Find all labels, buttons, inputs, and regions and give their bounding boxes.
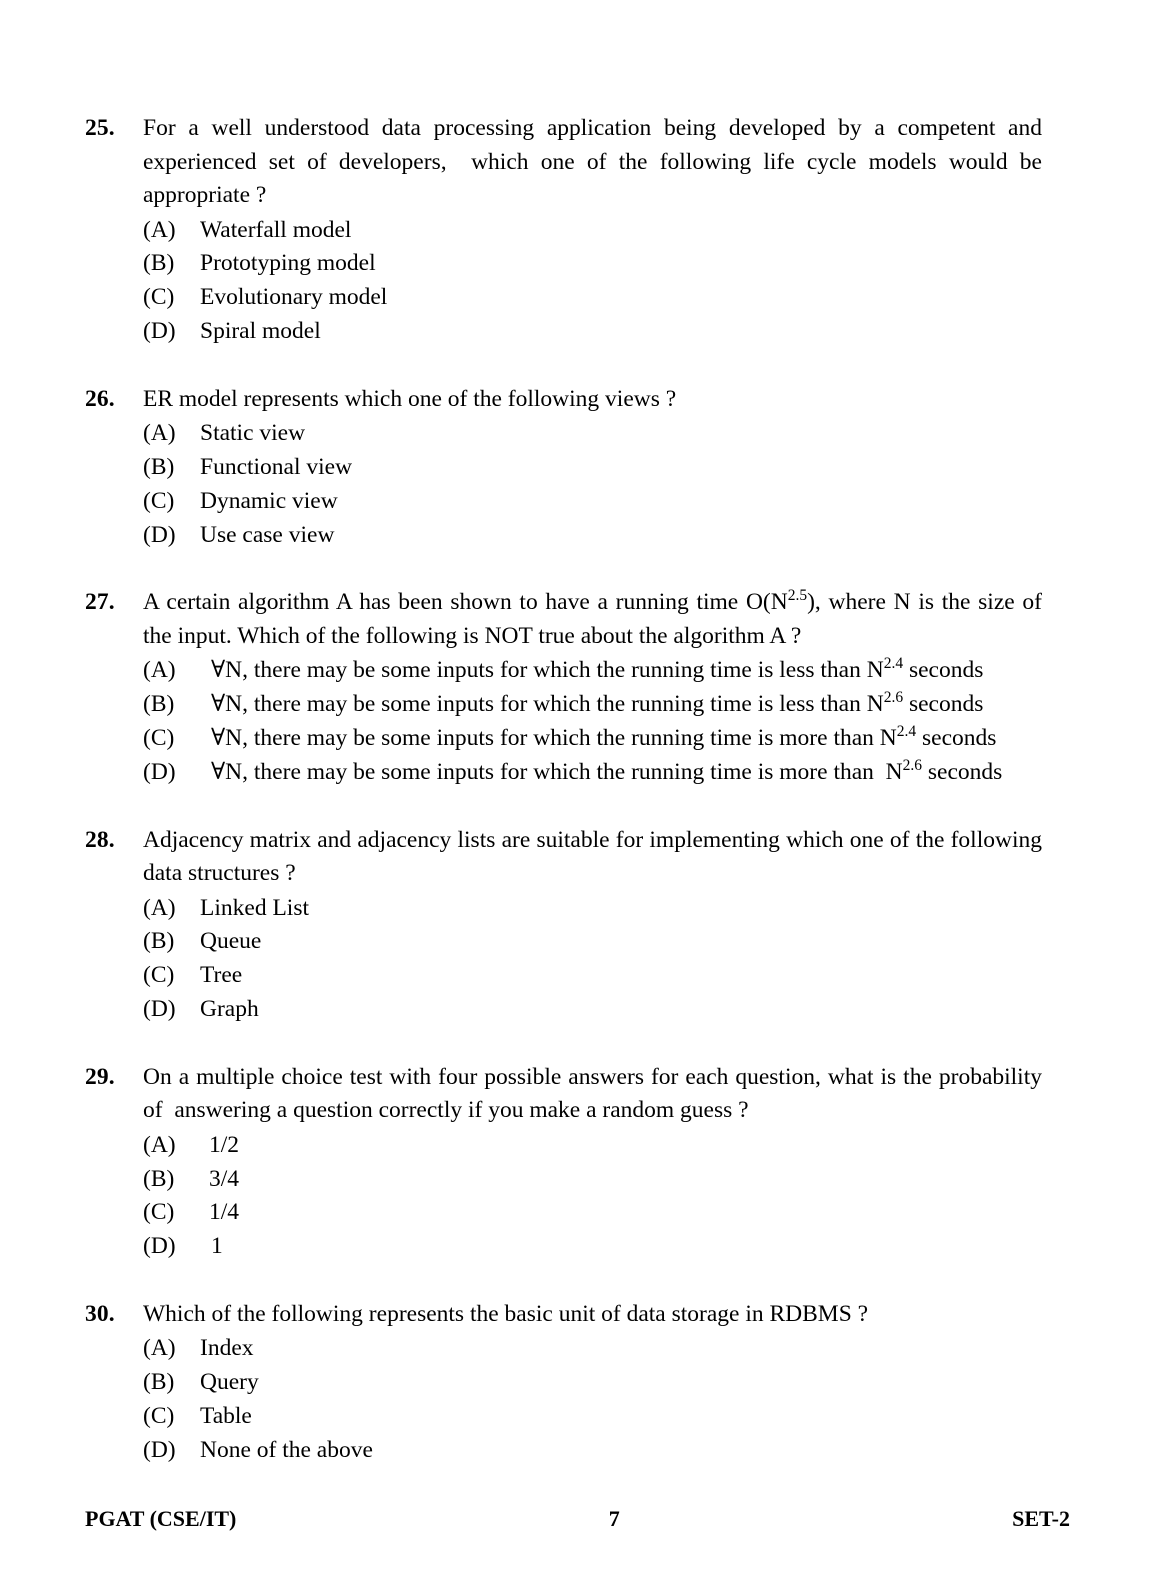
- option-c[interactable]: [85, 959, 1042, 993]
- option-label: (D): [143, 521, 176, 548]
- option-c[interactable]: [85, 1400, 1042, 1434]
- option-c[interactable]: [85, 722, 1042, 756]
- option-a[interactable]: [85, 214, 1042, 248]
- option-text: Use case view: [200, 521, 335, 548]
- option-text: Waterfall model: [200, 216, 352, 243]
- option-label: (B): [143, 928, 175, 955]
- set-label: SET-2: [1012, 1506, 1070, 1531]
- question-number: 27.: [85, 589, 115, 616]
- option-text: Index: [200, 1335, 254, 1362]
- question-heading: [85, 1298, 1042, 1332]
- option-b[interactable]: [85, 247, 1042, 281]
- option-text: Functional view: [200, 453, 353, 480]
- question-heading: [85, 586, 1048, 653]
- option-text: ∀N, there may be some inputs for which the running time is more than $N^{2.6}$ seconds: [211, 756, 1003, 785]
- option-text: Queue: [200, 928, 262, 955]
- option-text: ∀N, there may be some inputs for which the running time is less than $N^{2.6}$ seconds: [211, 689, 984, 718]
- option-label: (B): [143, 691, 175, 718]
- question-heading: [85, 824, 1048, 891]
- option-list: [85, 654, 1042, 789]
- option-label: (A): [143, 1335, 176, 1362]
- question-block-27: [85, 586, 1048, 789]
- question-number: 29.: [85, 1063, 115, 1090]
- question-number: 28.: [85, 826, 115, 853]
- option-label: (D): [143, 758, 176, 785]
- option-label: (B): [143, 1165, 175, 1192]
- option-b[interactable]: [85, 688, 1042, 722]
- option-a[interactable]: [85, 417, 1042, 451]
- option-b[interactable]: [85, 1163, 1042, 1197]
- option-text: 1/2: [209, 1131, 240, 1158]
- page-footer: [85, 1506, 1070, 1532]
- option-d[interactable]: [85, 756, 1042, 790]
- option-text: Prototyping model: [200, 250, 376, 277]
- option-d[interactable]: [85, 1230, 1042, 1264]
- option-b[interactable]: [85, 451, 1042, 485]
- option-text: None of the above: [200, 1436, 373, 1463]
- question-text: Adjacency matrix and adjacency lists are suitable for implementing which one of the following data structures ?: [143, 826, 1048, 887]
- option-text: ∀N, there may be some inputs for which the running time is less than $N^{2.4}$ seconds: [211, 655, 984, 684]
- option-list: [85, 1129, 1042, 1264]
- option-text: 1/4: [209, 1199, 240, 1226]
- question-heading: [85, 1061, 1048, 1128]
- option-label: (B): [143, 1369, 175, 1396]
- option-label: (D): [143, 995, 176, 1022]
- option-text: Spiral model: [200, 317, 321, 344]
- question-block-26: [85, 383, 1042, 553]
- question-block-25: [85, 112, 1048, 349]
- option-label: (A): [143, 420, 176, 447]
- question-block-28: [85, 824, 1048, 1027]
- option-text: 1: [211, 1233, 223, 1260]
- option-label: (A): [143, 216, 176, 243]
- option-a[interactable]: [85, 1129, 1042, 1163]
- option-label: (C): [143, 962, 175, 989]
- option-a[interactable]: [85, 654, 1042, 688]
- question-heading: [85, 383, 1042, 417]
- exam-code-label: PGAT (CSE/IT): [85, 1506, 237, 1531]
- question-text: On a multiple choice test with four possible answers for each question, what is the probability of answering a question correctly if you make a random guess ?: [143, 1063, 1048, 1124]
- question-text: ER model represents which one of the following views ?: [143, 385, 677, 412]
- option-label: (B): [143, 250, 175, 277]
- option-list: [85, 1332, 1042, 1467]
- question-number: 25.: [85, 115, 115, 141]
- option-label: (C): [143, 724, 175, 751]
- question-text: A certain algorithm A has been shown to have a running time $O(N^{2.5})$, where N is the size of the input. Which of the following is NOT true about the algorithm A ?: [143, 587, 1048, 649]
- question-heading: [85, 112, 1048, 213]
- option-label: (A): [143, 1131, 176, 1158]
- option-c[interactable]: [85, 485, 1042, 519]
- option-label: (A): [143, 894, 176, 921]
- question-number: 26.: [85, 385, 115, 412]
- option-c[interactable]: [85, 1196, 1042, 1230]
- option-d[interactable]: [85, 1434, 1042, 1468]
- option-label: (B): [143, 453, 175, 480]
- option-text: Evolutionary model: [200, 284, 388, 311]
- option-text: Linked List: [200, 894, 309, 921]
- question-number: 30.: [85, 1300, 115, 1327]
- question-block-30: [85, 1298, 1042, 1468]
- option-c[interactable]: [85, 281, 1042, 315]
- option-text: Graph: [200, 995, 259, 1022]
- option-label: (C): [143, 1403, 175, 1430]
- option-d[interactable]: [85, 993, 1042, 1027]
- question-block-29: [85, 1061, 1048, 1264]
- option-label: (C): [143, 1199, 175, 1226]
- option-label: (C): [143, 284, 175, 311]
- option-label: (A): [143, 657, 176, 684]
- option-b[interactable]: [85, 1366, 1042, 1400]
- option-d[interactable]: [85, 519, 1042, 553]
- option-list: [85, 417, 1042, 552]
- option-b[interactable]: [85, 925, 1042, 959]
- option-label: (D): [143, 317, 176, 344]
- option-text: ∀N, there may be some inputs for which the running time is more than $N^{2.4}$ seconds: [211, 723, 997, 751]
- option-list: [85, 214, 1042, 349]
- option-label: (C): [143, 487, 175, 514]
- question-text: For a well understood data processing application being developed by a competent and experienced set of developers, which one of the following life cycle models would be appropriate ?: [143, 115, 1048, 208]
- questions-container: [85, 112, 1048, 1502]
- option-list: [85, 892, 1042, 1027]
- option-text: Tree: [200, 962, 243, 989]
- option-d[interactable]: [85, 315, 1042, 349]
- option-text: 3/4: [209, 1165, 240, 1192]
- option-a[interactable]: [85, 1332, 1042, 1366]
- option-text: Table: [200, 1403, 252, 1430]
- option-text: Query: [200, 1369, 259, 1396]
- option-label: (D): [143, 1436, 176, 1463]
- option-a[interactable]: [85, 892, 1042, 926]
- page-number: 7: [608, 1506, 620, 1531]
- option-text: Static view: [200, 420, 306, 447]
- option-text: Dynamic view: [200, 487, 338, 514]
- question-text: Which of the following represents the basic unit of data storage in RDBMS ?: [143, 1300, 869, 1327]
- option-label: (D): [143, 1233, 176, 1260]
